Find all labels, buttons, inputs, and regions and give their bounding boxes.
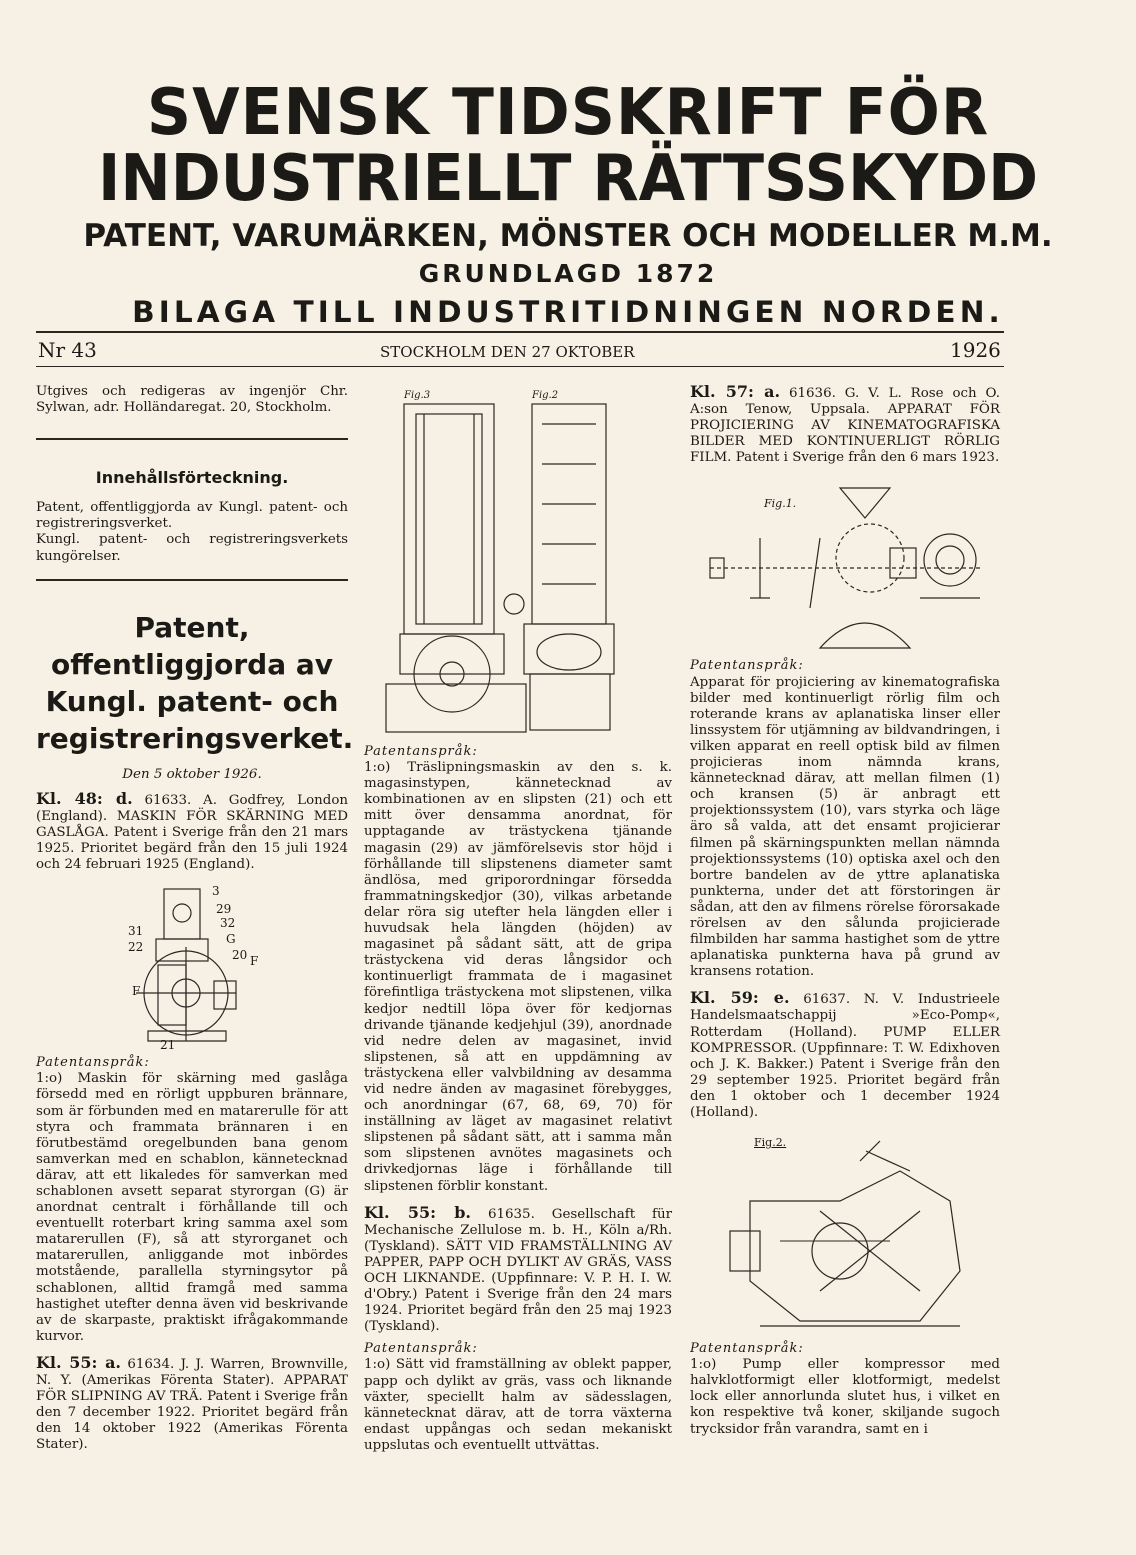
patent-class: Kl. 55: b. bbox=[364, 1202, 472, 1222]
figure-pump bbox=[690, 1131, 1000, 1337]
column-2 bbox=[364, 384, 672, 1454]
fig-label: 31 bbox=[128, 924, 144, 939]
header-rule-top bbox=[36, 331, 1004, 333]
section-title: Patent, offentliggjorda av Kungl. patent- och registreringsverket. bbox=[36, 610, 354, 755]
patent-entry-text: 61637. N. V. Industrieele Handelsmaatschappij »Eco-Pomp«, Rotterdam (Holland). PUMP ELLER KOMPRESSOR. (Uppfinnare: T. W. Edixhoven och J. K. Bakker.) Patent i Sverige från den 29 september 1925. Prioritet begärd från den 1 oktober och 1 december 1924 (Holland). bbox=[690, 992, 1000, 1120]
patent-class: Kl. 59: e. bbox=[690, 988, 790, 1008]
fig-label: F bbox=[250, 954, 259, 969]
claim-label: Patentanspråk: bbox=[364, 1341, 478, 1357]
claim-label: Patentanspråk: bbox=[690, 658, 804, 674]
toc-item-1: Patent, offentliggjorda av Kungl. patent- och registreringsverket. bbox=[36, 500, 348, 532]
patent-class: Kl. 57: a. bbox=[690, 382, 781, 401]
fig-label: G bbox=[226, 932, 236, 947]
fig-label: 21 bbox=[160, 1038, 176, 1053]
masthead-subtitle: PATENT, VARUMÄRKEN, MÖNSTER OCH MODELLER M.M. bbox=[83, 218, 1053, 254]
fig-label: Fig.2. bbox=[754, 1136, 787, 1150]
patent-entry-text: 61636. G. V. L. Rose och O. A:son Tenow, Uppsala. APPARAT FÖR PROJICIERING AV KINEMATOGRAFISKA BILDER MED KONTINUERLIGT RÖRLIG FILM. Patent i Sverige från den 6 mars 1923. bbox=[690, 386, 1001, 466]
masthead-founded: GRUNDLAGD 1872 bbox=[418, 259, 718, 288]
fig-label: Fig.1. bbox=[764, 497, 797, 511]
patent-class: Kl. 48: d. bbox=[36, 788, 133, 808]
section-date: Den 5 oktober 1926. bbox=[122, 766, 262, 782]
claim-text: 1:o) Träslipningsmaskin av den s. k. magasinstypen, kännetecknad av kombinationen av en slipsten (21) och ett mitt över densamma anordnat, för upptagande av trästyckena tjänande magasin (29) av jämförelsevis stor höjd i förhållande till slipstenens diameter samt ändlösa, med griporordningar försedda frammatningskedjor (30), vilkas arbetande delar röra sig utefter hela längden eller i huvudsak hela längden (höjden) av magasinet på sådant sätt, att de gripa trästyckena vid deras långsidor och kontinuerligt frammata de i magasinet förefintliga trästyckena mot slipstenen, vilka kedjor nedtill löpa över för kedjornas drivande tjänande kedjehjul (39), anordnade vid nedre delen av magasinet, invid slipstenen, så att en uppdämning av trästyckena eller valvbildning av desamma vid nedre änden av magasinet förebygges, och anordningar (67, 68, 69, 70) för inställning av läget av magasinet relativt slipstenen på sådant sätt, att i samma mån som slipstenen avnötes magasinets och drivkedjornas läge i förhållande till slipstenen förblir konstant. bbox=[364, 760, 672, 1194]
masthead-supplement: BILAGA TILL INDUSTRITIDNINGEN NORDEN. bbox=[132, 295, 1004, 329]
figure-projector bbox=[690, 478, 1000, 654]
claim-label: Patentanspråk: bbox=[364, 744, 478, 759]
figure-gas-cutting-machine bbox=[36, 881, 348, 1051]
fig-label: F bbox=[132, 984, 141, 999]
masthead-title-line2: INDUSTRIELLT RÄTTSSKYDD bbox=[97, 142, 1039, 216]
patent-class: Kl. 55: a. bbox=[36, 1352, 122, 1372]
issue-number: Nr 43 bbox=[38, 338, 97, 362]
fig-label: 20 bbox=[232, 948, 248, 963]
fig-label: Fig.3 bbox=[404, 390, 431, 401]
claim-text: 1:o) Pump eller kompressor med halvklotformigt eller klotformigt, medelst lock eller annorlunda slutet hus, i vilket en kon respektive två koner, skiljande sugoch trycksidor från varandra, samt en i bbox=[690, 1357, 1000, 1437]
toc-item-2: Kungl. patent- och registreringsverkets kungörelser. bbox=[36, 532, 348, 564]
claim-label: Patentanspråk: bbox=[690, 1341, 804, 1357]
figure-pump-drawing bbox=[690, 1131, 1000, 1337]
patent-entry-61637 bbox=[690, 990, 1000, 1121]
claim-text: 1:o) Sätt vid framställning av oblekt papper, papp och dylikt av gräs, vass och liknande växter, speciellt halm av sädesslagen, kännetecknat därav, att de torra växterna endast uppångas och sedan mekaniskt uppslutas och eventuellt uttvättas. bbox=[364, 1357, 672, 1453]
editor-note: Utgives och redigeras av ingenjör Chr. Sylwan, adr. Holländaregat. 20, Stockholm. bbox=[36, 384, 348, 416]
toc-title: Innehållsförteckning. bbox=[95, 468, 289, 488]
patent-entry-61635 bbox=[364, 1202, 672, 1336]
claim-text: Apparat för projiciering av kinematografiska bilder med kontinuerligt rörlig film och roterande krans av aplanatiska linser eller linssystem för utjämning av bildvandringen, i vilken apparat en reell optisk bild av filmen projicieras inom nämnda krans, kännetecknad därav, att mellan filmen (1) och kransen (5) är anbragt ett projektionssystem (10), vars styrka och läge äro så valda, att det ensamt projicierar filmen på skärningspunkten mellan nämnda projektionssystems (10) optiska axel och den bortre bandelen av de yttre aplanatiska punkterna, under det att förstoringen är sådan, att den av filmens rörelse förorsakade rörelsen av den sålunda projicierade filmbilden har samma hastighet som de yttre aplanatiska punkterna hava på grund av kransens rotation. bbox=[690, 674, 1000, 980]
masthead-title-line1: SVENSK TIDSKRIFT FÖR bbox=[146, 76, 990, 150]
figure-grinding-machine-drawing bbox=[364, 384, 672, 736]
patent-entry-61636 bbox=[690, 384, 1000, 466]
patent-entry-text: 61634. J. J. Warren, Brownville, N. Y. (Amerikas Förenta Stater). APPARAT FÖR SLIPNING AV TRÄ. Patent i Sverige från den 7 december 1922. Prioritet begärd från den 14 oktober 1922 (Amerikas Förenta Stater). bbox=[36, 1356, 348, 1453]
patent-entry-text: 61635. Gesellschaft für Mechanische Zellulose m. b. H., Köln a/Rh. (Tyskland). SÄTT VID FRAMSTÄLLNING AV PAPPER, PAPP OCH DYLIKT AV GRÄS, VASS OCH LIKNANDE. (Uppfinnare: V. P. H. I. W. d'Obry.) Patent i Sverige från den 24 mars 1924. Prioritet begärd från den 25 maj 1923 (Tyskland). bbox=[364, 1206, 672, 1335]
figure-grinding-machine bbox=[364, 384, 672, 736]
fig-label: 32 bbox=[220, 916, 236, 931]
column-1 bbox=[36, 384, 354, 1453]
divider bbox=[36, 579, 348, 581]
fig-label: Fig.2 bbox=[532, 390, 559, 401]
issue-year: 1926 bbox=[950, 338, 1001, 362]
column-3 bbox=[690, 384, 1000, 1438]
claim-label: Patentanspråk: bbox=[36, 1055, 150, 1071]
issue-place-date: STOCKHOLM DEN 27 OKTOBER bbox=[380, 343, 635, 361]
claim-text: 1:o) Maskin för skärning med gaslåga försedd med en rörligt uppburen brännare, som är förbunden med en matarerulle för att styra och frammata brännaren i en förutbestämd oregelbunden bana genom samverkan med en schablon, kännetecknad därav, att ett likaledes för samverkan med schablonen avsett separat styrorgan (G) är anordnat centralt i förhållande till och eventuellt roterbart kring samma axel som matarerullen (F), så att styrorganet och matarerullen, anliggande mot inbördes motstående, parallella styrningsytor på schablonen, alltid framgå med samma hastighet utefter denna även vid beskrivande av de skarpaste, praktiskt ifrågakommande kurvor. bbox=[36, 1071, 348, 1344]
header-rule-bottom bbox=[36, 366, 1004, 367]
patent-entry-61633 bbox=[36, 788, 349, 873]
fig-label: 22 bbox=[128, 940, 144, 955]
fig-label: 3 bbox=[212, 884, 220, 899]
patent-entry-text: 61633. A. Godfrey, London (England). MASKIN FÖR SKÄRNING MED GASLÅGA. Patent i Sverige från den 21 mars 1925. Prioritet begärd från den 15 juli 1924 och 24 februari 1925 (England). bbox=[36, 792, 349, 873]
figure-gas-cutting-drawing bbox=[36, 881, 348, 1051]
fig-label: 29 bbox=[216, 902, 232, 917]
figure-projector-drawing bbox=[690, 478, 1000, 654]
divider bbox=[36, 438, 348, 440]
patent-entry-61634 bbox=[36, 1352, 348, 1454]
